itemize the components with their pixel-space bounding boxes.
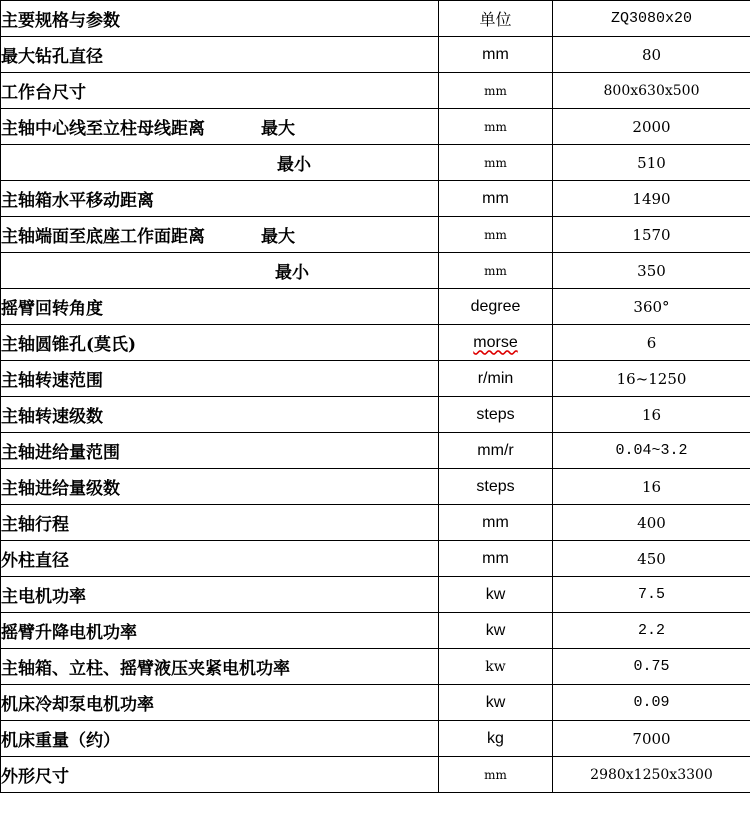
row-value: 0.09 (553, 685, 750, 721)
row-name: 外形尺寸 (1, 757, 439, 793)
table-row (1, 325, 750, 361)
table-row (1, 145, 750, 181)
row-value: 80 (553, 37, 750, 73)
table-row (1, 253, 750, 289)
row-name: 主轴箱水平移动距离 (1, 181, 439, 217)
table-row (1, 433, 750, 469)
row-unit: mm (439, 181, 553, 217)
row-value: 6 (553, 325, 750, 361)
header-model: ZQ3080x20 (553, 1, 750, 37)
table-row (1, 541, 750, 577)
row-unit: steps (439, 469, 553, 505)
row-value: 450 (553, 541, 750, 577)
row-name-with-sub (1, 109, 439, 145)
row-sub: 最小 (275, 263, 309, 283)
table-row (1, 37, 750, 73)
row-name-with-sub (1, 217, 439, 253)
row-unit: mm (439, 109, 553, 145)
row-unit: kw (439, 649, 553, 685)
table-row (1, 649, 750, 685)
row-unit: mm (439, 73, 553, 109)
row-name: 摇臂回转角度 (1, 289, 439, 325)
table-row (1, 361, 750, 397)
table-row (1, 73, 750, 109)
table-row (1, 757, 750, 793)
row-unit: mm (439, 37, 553, 73)
row-name: 主轴转速范围 (1, 361, 439, 397)
row-value: 360° (553, 289, 750, 325)
table-row (1, 181, 750, 217)
row-value: 1490 (553, 181, 750, 217)
row-name: 主轴中心线至立柱母线距离 (1, 119, 205, 139)
row-name: 主轴端面至底座工作面距离 (1, 227, 205, 247)
row-value: 7.5 (553, 577, 750, 613)
table-row (1, 505, 750, 541)
row-name-with-sub (1, 145, 439, 181)
row-value: 400 (553, 505, 750, 541)
header-name: 主要规格与参数 (1, 1, 439, 37)
row-name: 主轴箱、立柱、摇臂液压夹紧电机功率 (1, 649, 439, 685)
table-row (1, 469, 750, 505)
row-unit: kg (439, 721, 553, 757)
row-unit: mm (439, 145, 553, 181)
row-name: 外柱直径 (1, 541, 439, 577)
header-unit: 单位 (439, 1, 553, 37)
row-unit: mm (439, 541, 553, 577)
row-unit: mm (439, 217, 553, 253)
table-header-row (1, 1, 750, 37)
table-row (1, 577, 750, 613)
row-unit: kw (439, 685, 553, 721)
row-name: 机床重量（约） (1, 721, 439, 757)
row-value: 2980x1250x3300 (553, 757, 750, 793)
row-unit-cell (439, 325, 553, 361)
row-name: 摇臂升降电机功率 (1, 613, 439, 649)
row-sub: 最大 (261, 119, 295, 139)
row-value: 7000 (553, 721, 750, 757)
table-row (1, 109, 750, 145)
row-unit: kw (439, 613, 553, 649)
row-value: 16 (553, 469, 750, 505)
row-value: 2.2 (553, 613, 750, 649)
row-name: 主轴转速级数 (1, 397, 439, 433)
row-unit: r/min (439, 361, 553, 397)
row-sub: 最小 (277, 155, 311, 175)
row-value: 350 (553, 253, 750, 289)
table-row (1, 217, 750, 253)
row-value: 0.75 (553, 649, 750, 685)
table-row (1, 289, 750, 325)
table-row (1, 397, 750, 433)
row-name: 机床冷却泵电机功率 (1, 685, 439, 721)
row-unit: morse (473, 333, 518, 351)
row-name: 主轴进给量范围 (1, 433, 439, 469)
row-unit: steps (439, 397, 553, 433)
row-name: 最大钻孔直径 (1, 37, 439, 73)
row-name: 主电机功率 (1, 577, 439, 613)
row-value: 800x630x500 (553, 73, 750, 109)
table-row (1, 685, 750, 721)
row-name: 工作台尺寸 (1, 73, 439, 109)
row-value: 16~1250 (553, 361, 750, 397)
row-unit: degree (439, 289, 553, 325)
row-sub: 最大 (261, 227, 295, 247)
row-value: 510 (553, 145, 750, 181)
row-value: 1570 (553, 217, 750, 253)
table-row (1, 721, 750, 757)
row-unit: mm (439, 253, 553, 289)
row-value: 16 (553, 397, 750, 433)
row-name-with-sub (1, 253, 439, 289)
row-value: 2000 (553, 109, 750, 145)
table-row (1, 613, 750, 649)
row-name: 主轴圆锥孔(莫氏) (1, 325, 439, 361)
row-name: 主轴行程 (1, 505, 439, 541)
row-unit: mm/r (439, 433, 553, 469)
row-value: 0.04~3.2 (553, 433, 750, 469)
row-unit: mm (439, 505, 553, 541)
row-unit: mm (439, 757, 553, 793)
row-name: 主轴进给量级数 (1, 469, 439, 505)
row-unit: kw (439, 577, 553, 613)
